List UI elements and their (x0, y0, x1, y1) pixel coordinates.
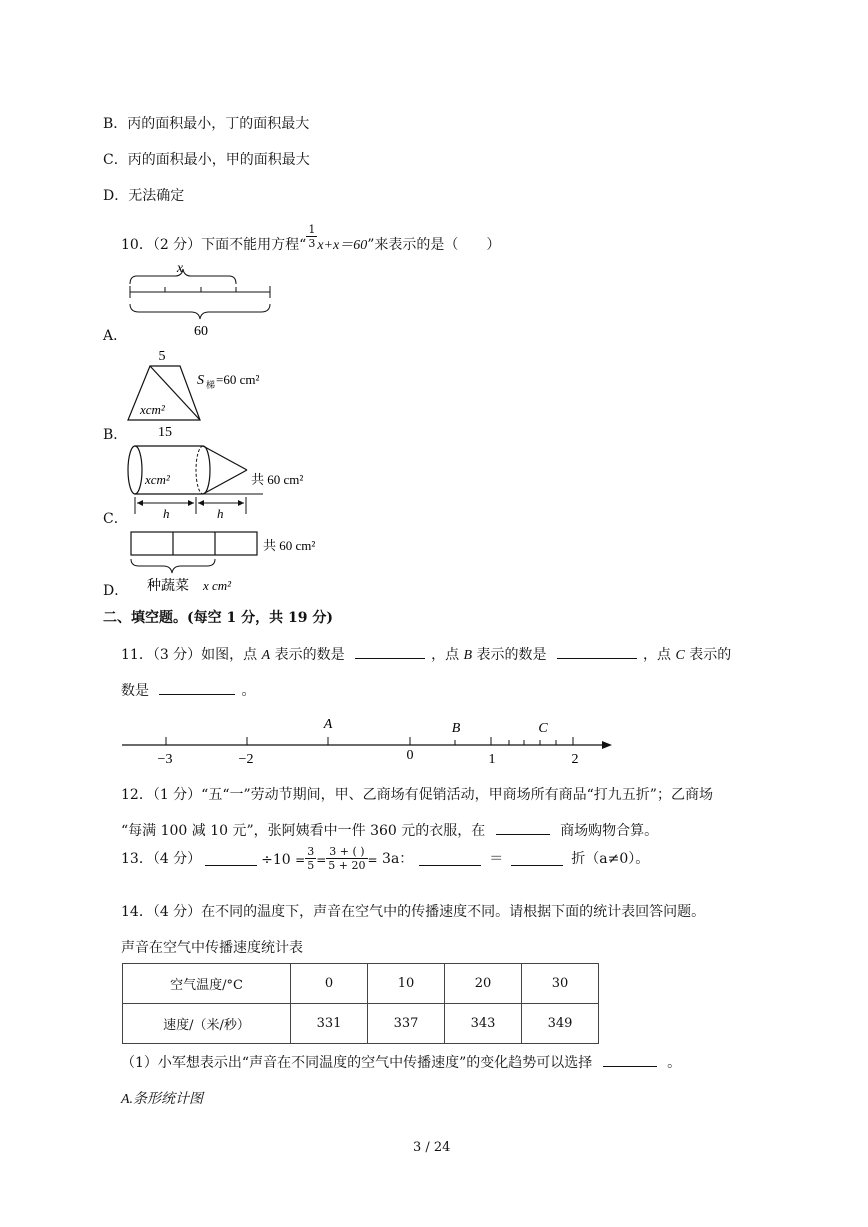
table-cell: 20 (445, 964, 522, 1004)
question-14-sub1 (121, 1052, 681, 1072)
option-b-text: B．丙的面积最小，丁的面积最大 (103, 116, 310, 132)
tick-label-2: 2 (571, 752, 579, 767)
q10-frac-num: 1 (308, 222, 316, 236)
q11-text-b: 表示的数是 (270, 647, 345, 663)
table-row (123, 964, 599, 1004)
q11-point-b: B (463, 648, 473, 663)
q13-f2-num: 3 + ( ) (326, 845, 367, 859)
table-cell: 10 (368, 964, 445, 1004)
q10-suffix: ”来表示的是（ ） (367, 237, 501, 253)
q13-blank-2[interactable] (419, 851, 481, 866)
table-cell: 343 (445, 1004, 522, 1044)
tick-label-1: 1 (488, 752, 496, 767)
fig-b-s-value: =60 cm² (216, 372, 260, 387)
q11-point-a: A (261, 648, 271, 663)
question-11-line2 (121, 680, 255, 700)
q10-fraction (306, 223, 317, 250)
question-10 (121, 222, 501, 254)
q13-eq2: = (316, 853, 327, 867)
q13-tail: 折（a≠0）。 (571, 851, 650, 867)
fig-a-brace-label: x (176, 261, 184, 276)
question-13 (121, 845, 649, 895)
fig-c-cyl-label: xcm² (145, 472, 170, 487)
q11-text-e: ，点 (643, 647, 676, 663)
table-cell: 0 (291, 964, 368, 1004)
q10-prefix: 10．（2 分）下面不能用方程“ (121, 237, 307, 253)
q10-label-d: D． (103, 583, 129, 599)
table-row (123, 1004, 599, 1044)
fig-c-h2: h (217, 506, 224, 521)
table-title: 声音在空气中传播速度统计表 (121, 940, 303, 956)
q10-label-c: C． (103, 511, 128, 527)
number-line (118, 712, 618, 768)
q10-label-b: B． (103, 427, 128, 443)
fig-a-total: 60 (194, 324, 208, 339)
q13-blank-3[interactable] (511, 851, 563, 866)
point-label-a: A (323, 717, 333, 732)
q11-text-a: 11．（3 分）如图，点 (121, 647, 262, 663)
q13-div: ÷10 (261, 852, 291, 868)
q13-ratio: 3a： (382, 851, 414, 867)
point-label-b: B (451, 721, 461, 736)
table-cell: 349 (522, 1004, 599, 1044)
q13-eq4: ＝ (489, 851, 504, 867)
q11-text-f: 表示的 (684, 647, 732, 663)
fig-b-s-sub: 梯 (206, 380, 216, 390)
fig-d-total: 共 60 cm² (263, 538, 316, 553)
fig-b-area: xcm² (140, 402, 165, 417)
fig-b-s: S (197, 373, 204, 388)
q12-blank[interactable] (496, 820, 550, 835)
q13-f2-den: 5 + 20 (328, 859, 366, 872)
fig-d-caption-var: x cm² (203, 578, 232, 593)
q12-text-a: “每满 100 减 10 元”，张阿姨看中一件 360 元的衣服，在 (121, 823, 486, 839)
q12-text-b: 商场购物合算。 (560, 823, 659, 839)
page-number: 3 / 24 (413, 1140, 451, 1155)
fig-c-h1: h (163, 506, 170, 521)
tick-label-neg3: −3 (157, 752, 173, 767)
speed-table (122, 963, 599, 1044)
q11-blank-a[interactable] (355, 644, 425, 659)
question-11-line1 (121, 644, 731, 664)
q11-text-d: 表示的数是 (472, 647, 547, 663)
section-2-title: 二、填空题。(每空 1 分，共 19 分) (103, 610, 333, 626)
fig-b-bottom: 15 (158, 425, 172, 440)
option-d-text: D．无法确定 (103, 188, 185, 204)
fig-b-top: 5 (158, 349, 166, 364)
q11-blank-c[interactable] (159, 680, 235, 695)
table-cell: 337 (368, 1004, 445, 1044)
q11-point-c: C (675, 648, 685, 663)
q14-sub1-end: 。 (667, 1055, 682, 1071)
q14-option-a: A.条形统计图 (121, 1092, 204, 1107)
fig-d-caption: 种蔬菜 (147, 579, 189, 594)
q11-text-h: 。 (241, 683, 256, 699)
q10-frac-den: 3 (308, 236, 316, 250)
q14-sub1-blank[interactable] (603, 1052, 657, 1067)
figure-b (122, 344, 282, 440)
q11-text-g: 数是 (121, 683, 149, 699)
q13-f1-den: 5 (307, 859, 315, 872)
q13-f1-num: 3 (307, 845, 315, 858)
q13-blank-1[interactable] (205, 851, 257, 866)
q13-eq3: = (367, 853, 378, 867)
q13-prefix: 13．（4 分） (121, 851, 202, 867)
question-12-line2 (121, 820, 658, 840)
q11-blank-b[interactable] (557, 644, 637, 659)
table-cell: 30 (522, 964, 599, 1004)
q10-label-a: A． (103, 328, 128, 344)
tick-label-0: 0 (406, 748, 414, 763)
figure-a (125, 258, 285, 340)
option-c-text: C．丙的面积最小，甲的面积最大 (103, 152, 310, 168)
table-cell: 331 (291, 1004, 368, 1044)
q13-eq1: = (295, 853, 306, 867)
figure-d (125, 528, 345, 598)
q10-expr: x+x＝60 (317, 238, 368, 253)
q11-text-c: ，点 (431, 647, 464, 663)
figure-c (125, 442, 345, 524)
table-cell: 速度/（米/秒） (123, 1004, 291, 1044)
q14-sub1-text: （1）小军想表示出“声音在不同温度的空气中传播速度”的变化趋势可以选择 (121, 1055, 593, 1071)
q13-fraction-1 (305, 845, 316, 872)
q13-fraction-2 (326, 845, 367, 872)
tick-label-neg2: −2 (238, 752, 254, 767)
fig-c-total: 共 60 cm² (251, 472, 304, 487)
table-cell: 空气温度/°C (123, 964, 291, 1004)
question-14: 14．（4 分）在不同的温度下，声音在空气中的传播速度不同。请根据下面的统计表回答问题。 (121, 904, 706, 920)
point-label-c: C (538, 721, 548, 736)
question-12-line1: 12．（1 分）“五“一”劳动节期间，甲、乙商场有促销活动，甲商场所有商品“打九五折”；乙商场 (121, 787, 713, 803)
